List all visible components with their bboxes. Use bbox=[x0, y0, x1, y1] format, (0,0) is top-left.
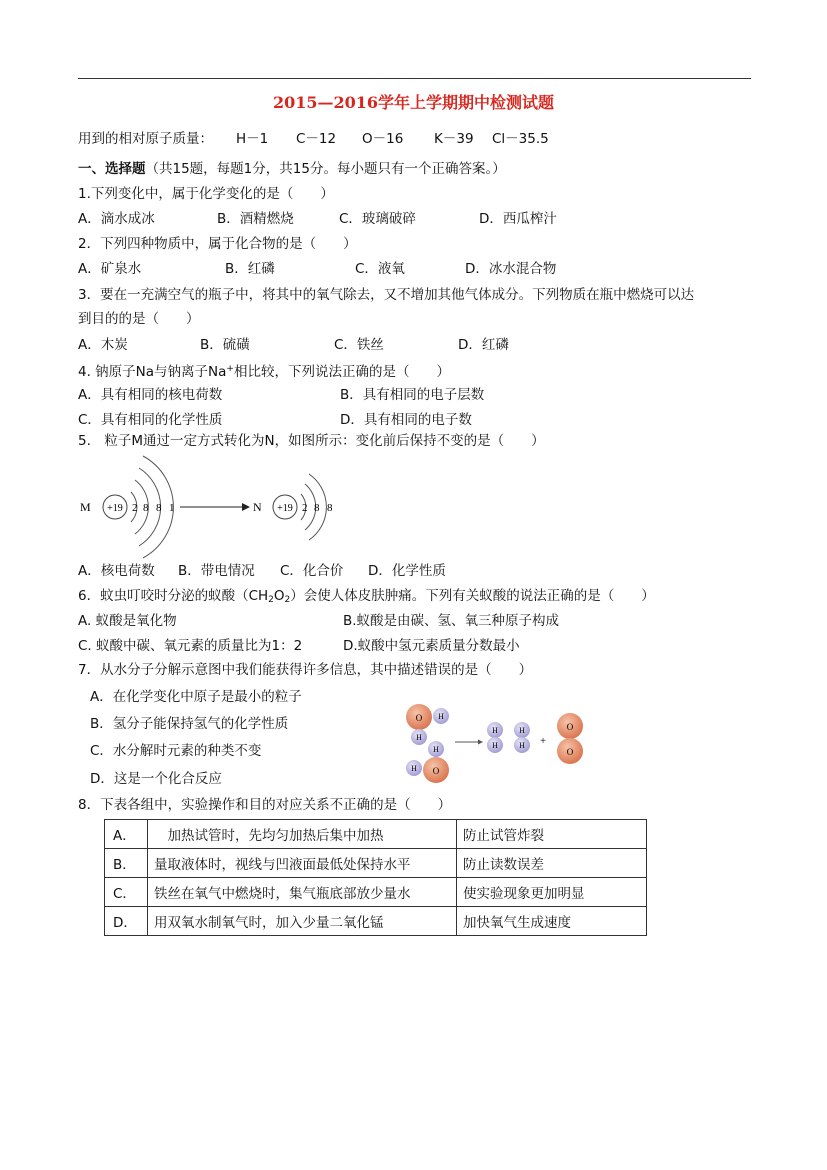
question-6-option-c: C. 蚁酸中碳、氧元素的质量比为1：2 bbox=[78, 638, 303, 654]
question-4-stem-pre: 4. 钠原子Na与钠离子Na bbox=[78, 364, 227, 380]
table-row bbox=[105, 820, 647, 849]
question-2-option-a: A．矿泉水 bbox=[78, 261, 142, 277]
question-4-stem-sup: + bbox=[226, 364, 234, 374]
question-2-option-c: C．液氧 bbox=[355, 261, 405, 277]
plus-sign: + bbox=[540, 736, 546, 747]
atom-n-shell-1-count: 2 bbox=[302, 502, 308, 514]
question-8-stem: 8．下表各组中，实验操作和目的对应关系不正确的是（ ） bbox=[78, 797, 452, 813]
row-aim: 使实验现象更加明显 bbox=[457, 878, 647, 907]
question-1-option-c: C．玻璃破碎 bbox=[339, 211, 416, 227]
question-6-stem-sub2: 2 bbox=[284, 595, 291, 605]
row-operation: 铁丝在氧气中燃烧时，集气瓶底部放少量水 bbox=[148, 878, 457, 907]
section-heading bbox=[78, 160, 506, 178]
question-6-option-d: D.蚁酸中氢元素质量分数最小 bbox=[343, 638, 520, 654]
atom-structure-diagram bbox=[76, 450, 366, 565]
atom-m-shell-4-count: 1 bbox=[169, 502, 175, 514]
hydrogen-label: H bbox=[492, 741, 498, 750]
mass-k: K－39 bbox=[434, 131, 474, 147]
atom-m-shell-3-count: 8 bbox=[156, 502, 162, 514]
question-5-option-b: B．带电情况 bbox=[178, 563, 255, 579]
hydrogen-label: H bbox=[433, 745, 439, 754]
mass-cl: Cl－35.5 bbox=[492, 131, 549, 147]
question-2-option-d: D．冰水混合物 bbox=[465, 261, 557, 277]
oxygen-label: O bbox=[566, 722, 574, 732]
question-7-option-c: C．水分解时元素的种类不变 bbox=[90, 743, 262, 759]
atom-n-shell-2-count: 8 bbox=[314, 502, 320, 514]
reaction-arrow-icon bbox=[478, 740, 483, 745]
question-4-option-b: B．具有相同的电子层数 bbox=[340, 387, 485, 403]
question-3-option-a: A．木炭 bbox=[78, 337, 128, 353]
atom-m-shell-1-count: 2 bbox=[132, 502, 138, 514]
oxygen-label: O bbox=[566, 747, 574, 757]
row-operation: 用双氧水制氧气时，加入少量二氧化锰 bbox=[148, 907, 457, 936]
question-5-option-c: C．化合价 bbox=[280, 563, 344, 579]
section-note: （共15题，每题1分，共15分。每小题只有一个正确答案。） bbox=[145, 161, 506, 177]
mass-c: C－12 bbox=[296, 131, 337, 147]
question-4-option-c: C．具有相同的化学性质 bbox=[78, 412, 223, 428]
atomic-masses-label: 用到的相对原子质量： bbox=[78, 131, 213, 147]
question-5-option-a: A．核电荷数 bbox=[78, 563, 155, 579]
question-3-option-d: D．红磷 bbox=[458, 337, 509, 353]
arrow-head-icon bbox=[242, 503, 250, 511]
question-3-option-c: C．铁丝 bbox=[334, 337, 384, 353]
question-7-option-b: B．氢分子能保持氢气的化学性质 bbox=[90, 716, 289, 732]
experiment-table bbox=[104, 819, 647, 936]
hydrogen-label: H bbox=[492, 726, 498, 735]
row-aim: 防止读数误差 bbox=[457, 849, 647, 878]
question-5-option-d: D．化学性质 bbox=[368, 563, 446, 579]
hydrogen-label: H bbox=[519, 726, 525, 735]
row-aim: 防止试管炸裂 bbox=[457, 820, 647, 849]
question-4-option-a: A．具有相同的核电荷数 bbox=[78, 387, 223, 403]
hydrogen-label: H bbox=[519, 741, 525, 750]
question-5-stem: 5. 粒子M通过一定方式转化为N，如图所示：变化前后保持不变的是（ ） bbox=[78, 433, 545, 449]
question-3-stem-line1: 3．要在一充满空气的瓶子中，将其中的氧气除去，又不增加其他气体成分。下列物质在瓶中燃烧可以达 bbox=[78, 287, 695, 303]
atom-m-shell-2-count: 8 bbox=[143, 502, 149, 514]
atom-n-nucleus: +19 bbox=[277, 503, 293, 514]
question-7-stem: 7．从水分子分解示意图中我们能获得许多信息，其中描述错误的是（ ） bbox=[78, 662, 533, 678]
row-operation: 量取液体时，视线与凹液面最低处保持水平 bbox=[148, 849, 457, 878]
table-row bbox=[105, 907, 647, 936]
oxygen-label: O bbox=[432, 766, 440, 776]
page-title: 2015—2016学年上学期期中检测试题 bbox=[272, 93, 555, 112]
water-decomposition-diagram bbox=[398, 700, 590, 788]
table-row bbox=[105, 849, 647, 878]
question-6-stem-pre: 6．蚊虫叮咬时分泌的蚁酸（CH bbox=[78, 588, 269, 604]
question-6-stem-mid: O bbox=[273, 588, 285, 604]
question-6-option-a: A. 蚁酸是氧化物 bbox=[78, 613, 177, 629]
row-key: D． bbox=[105, 907, 148, 936]
question-1-option-d: D．西瓜榨汁 bbox=[479, 211, 557, 227]
question-1-option-b: B．酒精燃烧 bbox=[217, 211, 294, 227]
question-6-stem-sub1: 2 bbox=[268, 595, 274, 605]
atom-m-nucleus: +19 bbox=[107, 503, 123, 514]
question-4-option-d: D．具有相同的电子数 bbox=[340, 412, 472, 428]
oxygen-label: O bbox=[415, 713, 423, 723]
row-key: C． bbox=[105, 878, 148, 907]
hydrogen-label: H bbox=[411, 764, 417, 773]
question-2-option-b: B．红磷 bbox=[225, 261, 275, 277]
row-key: B． bbox=[105, 849, 148, 878]
question-1-option-a: A．滴水成冰 bbox=[78, 211, 155, 227]
question-6-stem bbox=[78, 587, 655, 609]
question-3-option-b: B．硫磺 bbox=[200, 337, 250, 353]
question-6-stem-post: ）会使人体皮肤肿痛。下列有关蚁酸的说法正确的是（ ） bbox=[290, 588, 655, 604]
question-3-stem-line2: 到目的的是（ ） bbox=[78, 311, 200, 327]
question-4-stem bbox=[78, 360, 450, 381]
top-rule bbox=[78, 78, 751, 79]
hydrogen-label: H bbox=[438, 712, 444, 721]
mass-h: H－1 bbox=[236, 131, 269, 147]
question-7-option-d: D．这是一个化合反应 bbox=[90, 771, 222, 787]
atom-n-shell-3-count: 8 bbox=[327, 502, 333, 514]
row-aim: 加快氧气生成速度 bbox=[457, 907, 647, 936]
section-heading-title: 一、选择题 bbox=[78, 161, 146, 177]
question-7-option-a: A．在化学变化中原子是最小的粒子 bbox=[90, 689, 302, 705]
question-6-option-b: B.蚁酸是由碳、氢、氧三种原子构成 bbox=[343, 613, 560, 629]
hydrogen-label: H bbox=[416, 733, 422, 742]
question-2-stem: 2．下列四种物质中，属于化合物的是（ ） bbox=[78, 236, 357, 252]
atom-m-label: M bbox=[80, 500, 91, 514]
mass-o: O－16 bbox=[362, 131, 404, 147]
question-1-stem: 1.下列变化中，属于化学变化的是（ ） bbox=[78, 186, 334, 202]
row-key: A． bbox=[105, 820, 148, 849]
row-operation: 加热试管时，先均匀加热后集中加热 bbox=[148, 820, 457, 849]
table-row bbox=[105, 878, 647, 907]
question-4-stem-post: 相比较，下列说法正确的是（ ） bbox=[233, 364, 450, 380]
atom-n-label: N bbox=[253, 500, 262, 514]
